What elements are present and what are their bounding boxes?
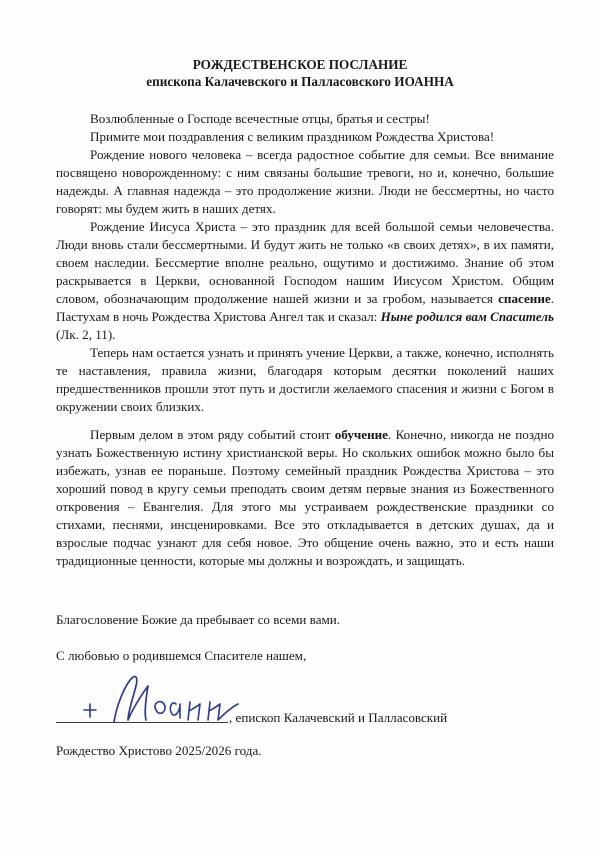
text-span: . Конечно, никогда не поздно узнать Божественную истину христианской веры. Но скольких ошибок можно было бы избежать, узнав ее пораньше. Поэтому семейный праздник Рождества Христова – это хороший повод в кругу семьи преподать своим детям первые знания из Божественного откровения – Евангелия. Для этого мы устраиваем рождественские праздники со стихами, песнями, инсценировками. Все это откладывается в детских душах, да и взрослые подчас узнают для себя новое. Это общение очень важно, это и есть наши традиционные ценности, которые мы должны и возрождать, и защищать. [56, 427, 554, 568]
date-line: Рождество Христово 2025/2026 года. [56, 743, 262, 758]
bold-education: обучение [334, 427, 388, 442]
signature-line [56, 722, 228, 723]
text-span: Первым делом в этом ряду событий стоит [90, 427, 335, 442]
text-span: Рождение Иисуса Христа – это праздник для всей большой семьи человечества. Люди вновь стали бессмертными. И будут жить не только «в своих детях», в их памяти, своем наследии. Бессмертие вполне реально, ощутимо и достижимо. Знание об этом раскрывается в Церкви, основанной Господом нашим Иисусом Христом. Общим словом, обозначающим продолжение нашей жизни и за гробом, называется [56, 219, 554, 306]
document-subtitle: епископа Калачевского и Палласовского ИОАННА [146, 74, 454, 89]
text-span: . Пастухам в ночь Рождества Христова Ангел так и сказал: [56, 291, 554, 324]
paragraph-birth: Рождение нового человека – всегда радостное событие для семьи. Все внимание посвящено новорожденному: с ним связаны большие тревоги, но и, конечно, большие надежды. А главная надежда – это продолжение жизни. Люди не бессмертны, но часто говорят: мы будем жить в наших детях. [56, 147, 554, 216]
paragraph-church-teaching: Теперь нам остается узнать и принять учение Церкви, а также, конечно, исполнять те наставления, правила жизни, благодаря которым десятки поколений наших предшественников прошли этот путь и достигли желаемого спасения и жизни с Богом в окружении своих близких. [56, 345, 554, 414]
blessing-line: Благословение Божие да пребывает со всеми вами. [56, 612, 341, 627]
bold-salvation: спасение [498, 291, 551, 306]
greeting-paragraph: Возлюбленные о Господе всечестные отцы, братья и сестры! [90, 111, 430, 126]
handwritten-signature [76, 664, 246, 734]
congratulation-paragraph: Примите мои поздравления с великим праздником Рождества Христова! [90, 129, 495, 144]
letter-body [56, 110, 554, 570]
document-title: РОЖДЕСТВЕНСКОЕ ПОСЛАНИЕ [192, 57, 408, 72]
paragraph-education [56, 426, 554, 570]
scripture-quote: Ныне родился вам Спаситель [380, 309, 555, 324]
signature-caption: , епископ Калачевский и Палласовский [229, 710, 448, 725]
paragraph-christ-birth [56, 218, 554, 344]
text-span: (Лк. 2, 11). [56, 327, 116, 342]
closing-salutation: С любовью о родившемся Спасителе нашем, [56, 648, 307, 663]
